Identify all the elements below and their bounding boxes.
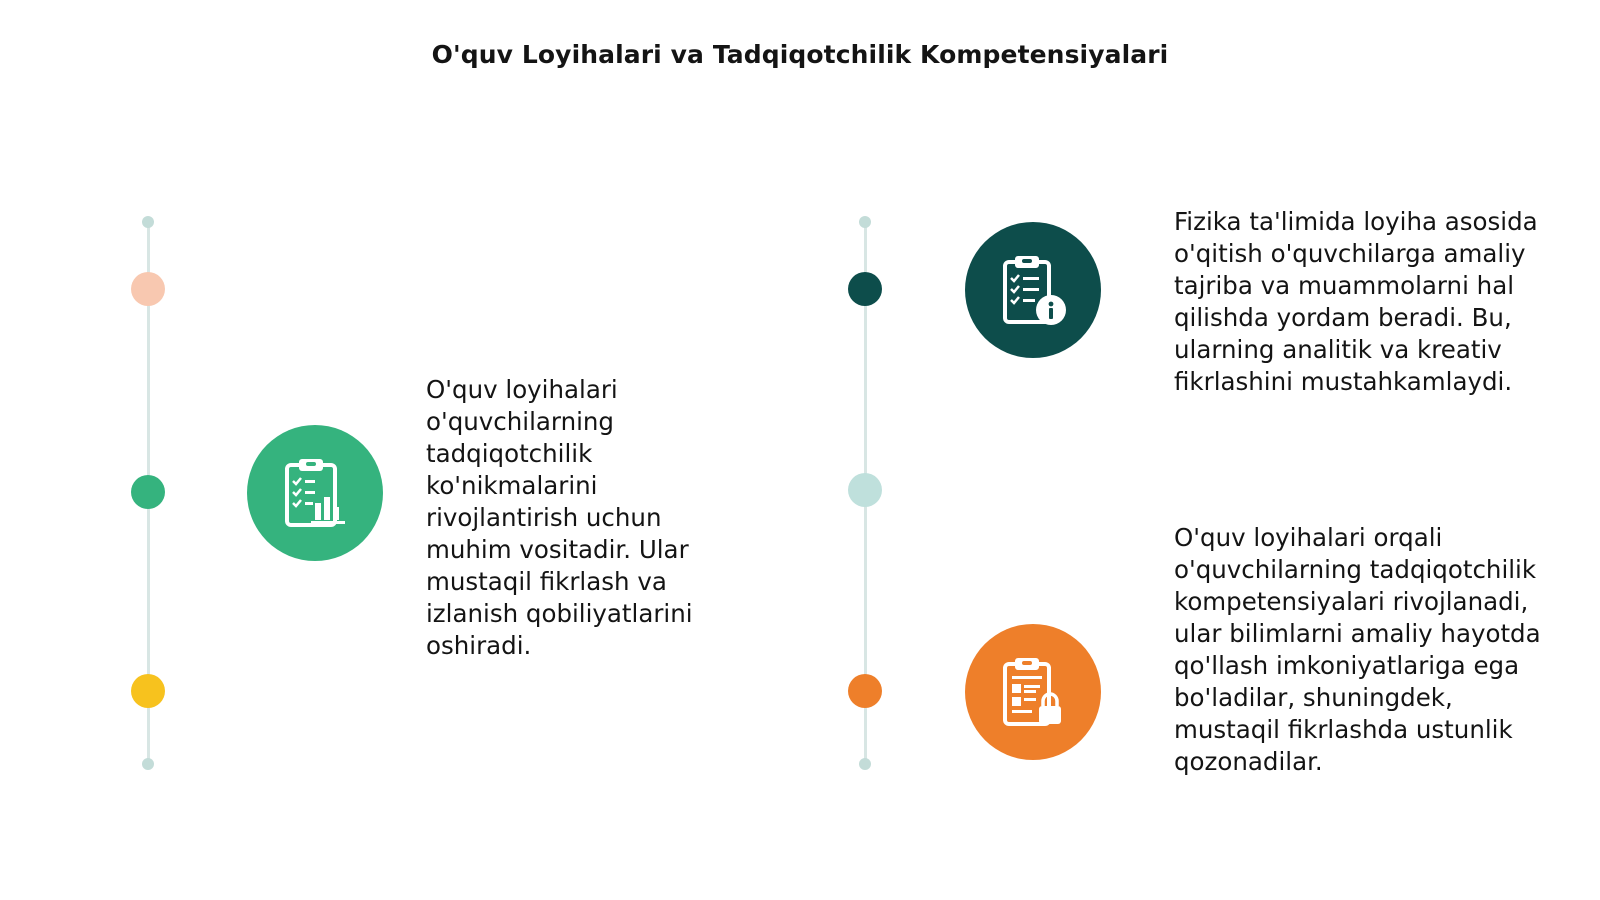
left-timeline-dot-green [131, 475, 165, 509]
item-description-2: Fizika ta'limida loyiha asosida o'qitish o'quvchilarga amaliy tajriba va muammolarni hal qilishda yordam beradi. Bu, ularning analitik va kreativ fikrlashini mustahkamlaydi. [1174, 207, 1538, 396]
right-timeline-dot-orange [848, 674, 882, 708]
left-timeline-dot-yellow [131, 674, 165, 708]
right-timeline-top-cap [859, 216, 871, 228]
left-timeline-dot-peach [131, 272, 165, 306]
item-description-1: O'quv loyihalari o'quvchilarning tadqiqotchilik ko'nikmalarini rivojlantirish uchun muhim vositadir. Ular mustaqil fikrlash va izlanish qobiliyatlarini oshiradi. [426, 375, 693, 660]
right-timeline-dot-light-teal [848, 473, 882, 507]
clipboard-chart-icon [247, 425, 383, 561]
left-timeline-top-cap [142, 216, 154, 228]
right-timeline-bottom-cap [859, 758, 871, 770]
page-title: O'quv Loyihalari va Tadqiqotchilik Kompetensiyalari [431, 40, 1169, 69]
left-timeline-bottom-cap [142, 758, 154, 770]
right-timeline-dot-dark-teal [848, 272, 882, 306]
clipboard-lock-icon [965, 624, 1101, 760]
item-description-3: O'quv loyihalari orqali o'quvchilarning tadqiqotchilik kompetensiyalari rivojlanadi, ular bilimlarni amaliy hayotda qo'llash imkoniyatlariga ega bo'ladilar, shuningdek, mustaqil fikrlashda ustunlik qozonadilar. [1174, 523, 1541, 776]
clipboard-info-icon [965, 222, 1101, 358]
